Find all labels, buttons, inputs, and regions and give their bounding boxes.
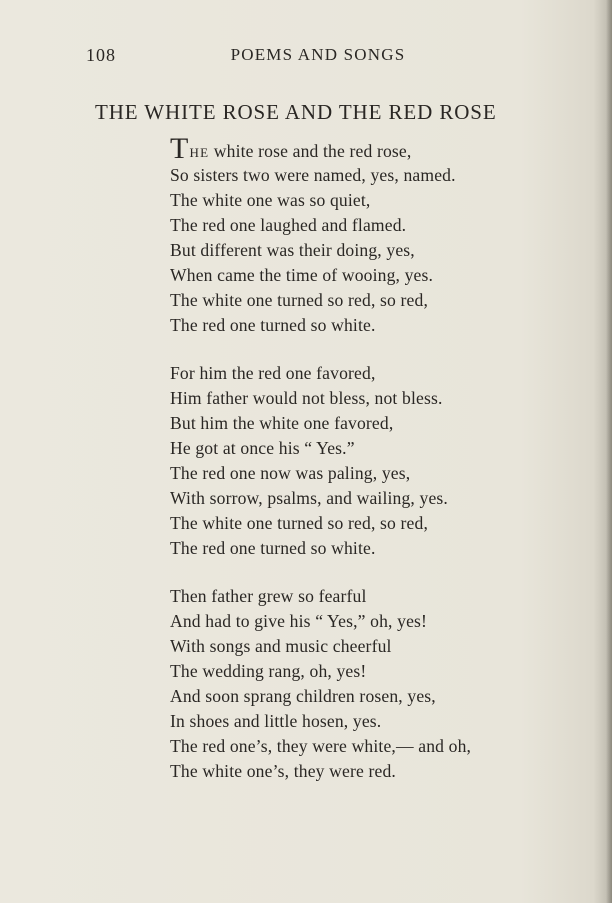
poem-line: He got at once his “ Yes.”: [170, 438, 355, 458]
first-line-text: white rose and the red rose,: [209, 141, 412, 161]
page-edge-shadow: [606, 0, 612, 903]
poem-line: The white one turned so red, so red,: [170, 513, 428, 533]
poem-line: The white one turned so red, so red,: [170, 290, 428, 310]
stanza-1: [170, 132, 471, 338]
poem-body: [170, 132, 472, 807]
poem-line: The white one was so quiet,: [170, 190, 371, 210]
drop-cap: T: [170, 132, 189, 165]
poem-line: The red one now was paling, yes,: [170, 463, 411, 483]
poem-line: The red one turned so white.: [170, 538, 376, 558]
poem-line: But him the white one favored,: [170, 413, 394, 433]
stanza-2: [170, 361, 471, 561]
running-header: POEMS AND SONGS: [230, 45, 406, 64]
poem-line: Then father grew so fearful: [170, 586, 367, 606]
poem-line: When came the time of wooing, yes.: [170, 265, 434, 285]
poem-line: For him the red one favored,: [170, 363, 376, 383]
poem-line: The red one laughed and flamed.: [170, 215, 407, 235]
poem-line: [170, 132, 471, 165]
poem-line: With songs and music cheerful: [170, 636, 392, 656]
poem-line: And had to give his “ Yes,” oh, yes!: [170, 611, 428, 631]
poem-line: In shoes and little hosen, yes.: [170, 711, 382, 731]
small-caps-text: HE: [189, 145, 210, 160]
poem-line: And soon sprang children rosen, yes,: [170, 686, 436, 706]
poem-line: So sisters two were named, yes, named.: [170, 165, 456, 185]
poem-line: The red one turned so white.: [170, 315, 376, 335]
poem-line: The white one’s, they were red.: [170, 761, 396, 781]
poem-title: THE WHITE ROSE AND THE RED ROSE: [95, 100, 497, 124]
poem-line: With sorrow, psalms, and wailing, yes.: [170, 488, 448, 508]
poem-line: The red one’s, they were white,— and oh,: [170, 736, 472, 756]
poem-line: But different was their doing, yes,: [170, 240, 415, 260]
poem-line: The wedding rang, oh, yes!: [170, 661, 367, 681]
stanza-3: [170, 584, 471, 784]
poem-line: Him father would not bless, not bless.: [170, 388, 443, 408]
page-number: 108: [86, 45, 116, 65]
